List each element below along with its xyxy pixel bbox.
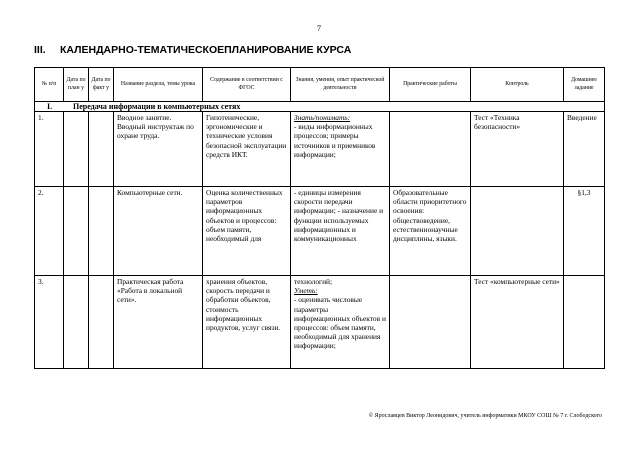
section-name: Передача информации в компьютерных сетях: [73, 102, 241, 111]
cell-topic: Компьютерные сети.: [114, 187, 203, 276]
knowledge-pre: технологий;: [294, 277, 333, 286]
header-date-fact: Дата по факт у: [89, 68, 114, 102]
section-number: I.: [47, 102, 53, 111]
header-control: Контроль: [471, 68, 564, 102]
cell-topic: Практическая работа «Работа в локальной сети».: [114, 276, 203, 369]
header-homework: Домашнее задание: [564, 68, 605, 102]
cell-num: 1.: [35, 112, 64, 187]
cell-date-fact: [89, 276, 114, 369]
cell-date-plan: [64, 187, 89, 276]
section-row: [35, 102, 605, 112]
cell-date-fact: [89, 112, 114, 187]
table-row: [35, 276, 605, 369]
knowledge-text: - виды информационных процессов; примеры источников и приемников информации;: [294, 122, 376, 159]
cell-homework: §1,3: [564, 187, 605, 276]
cell-content: Гипотенические, эргономические и технические условия безопасной эксплуатации средств ИКТ.: [203, 112, 291, 187]
page-number: 7: [317, 24, 321, 33]
cell-knowledge: [291, 276, 390, 369]
header-practical: Практические работы: [390, 68, 471, 102]
heading-title: КАЛЕНДАРНО-ТЕМАТИЧЕСКОЕПЛАНИРОВАНИЕ КУРСА: [60, 44, 352, 56]
planning-table: [34, 67, 605, 369]
header-num: № п/п: [35, 68, 64, 102]
heading-number: III.: [34, 44, 46, 56]
header-knowledge: Знания, умения, опыт практической деятельности: [291, 68, 390, 102]
cell-content: хранения объектов, скорость передачи и обработки объектов, стоимость информационных продуктов, услуг связи.: [203, 276, 291, 369]
header-content: Содержание в соответствии с ФГОС: [203, 68, 291, 102]
section-heading: [34, 44, 351, 56]
cell-practical: Образовательные области приоритетного освоения: обществоведение, естественнонаучные дисциплины, языки.: [390, 187, 471, 276]
cell-date-fact: [89, 187, 114, 276]
header-date-plan: Дата по план у: [64, 68, 89, 102]
cell-homework: Введение: [564, 112, 605, 187]
cell-control: Тест «компьютерные сети»: [471, 276, 564, 369]
cell-practical: [390, 112, 471, 187]
cell-num: 2.: [35, 187, 64, 276]
cell-knowledge: - единицы измерения скорости передачи информации; - назначение и функции используемых информационных и коммуникационных: [291, 187, 390, 276]
header-topic: Название раздела, темы урока: [114, 68, 203, 102]
cell-date-plan: [64, 276, 89, 369]
cell-control: [471, 187, 564, 276]
cell-practical: [390, 276, 471, 369]
cell-control: Тест «Техника безопасности»: [471, 112, 564, 187]
section-title: [35, 102, 605, 112]
knowledge-label: Уметь:: [294, 286, 318, 296]
table-header-row: [35, 68, 605, 102]
cell-content: Оценка количественных параметров информационных объектов и процессов: объем памяти, необходимый для: [203, 187, 291, 276]
cell-homework: [564, 276, 605, 369]
footer-credit: © Ярославцев Виктор Леонидович, учитель информатики МКОУ СОШ № 7 г. Слободского: [368, 413, 602, 419]
knowledge-text: - оценивать числовые параметры информационных объектов и процессов: объем памяти, необходимый для хранения информации;: [294, 295, 386, 351]
cell-topic: Вводное занятие. Вводный инструктаж по охране труда.: [114, 112, 203, 187]
cell-date-plan: [64, 112, 89, 187]
cell-knowledge: [291, 112, 390, 187]
cell-num: 3.: [35, 276, 64, 369]
table-row: [35, 112, 605, 187]
knowledge-label: Знать/понимать:: [294, 113, 351, 122]
table-row: [35, 187, 605, 276]
